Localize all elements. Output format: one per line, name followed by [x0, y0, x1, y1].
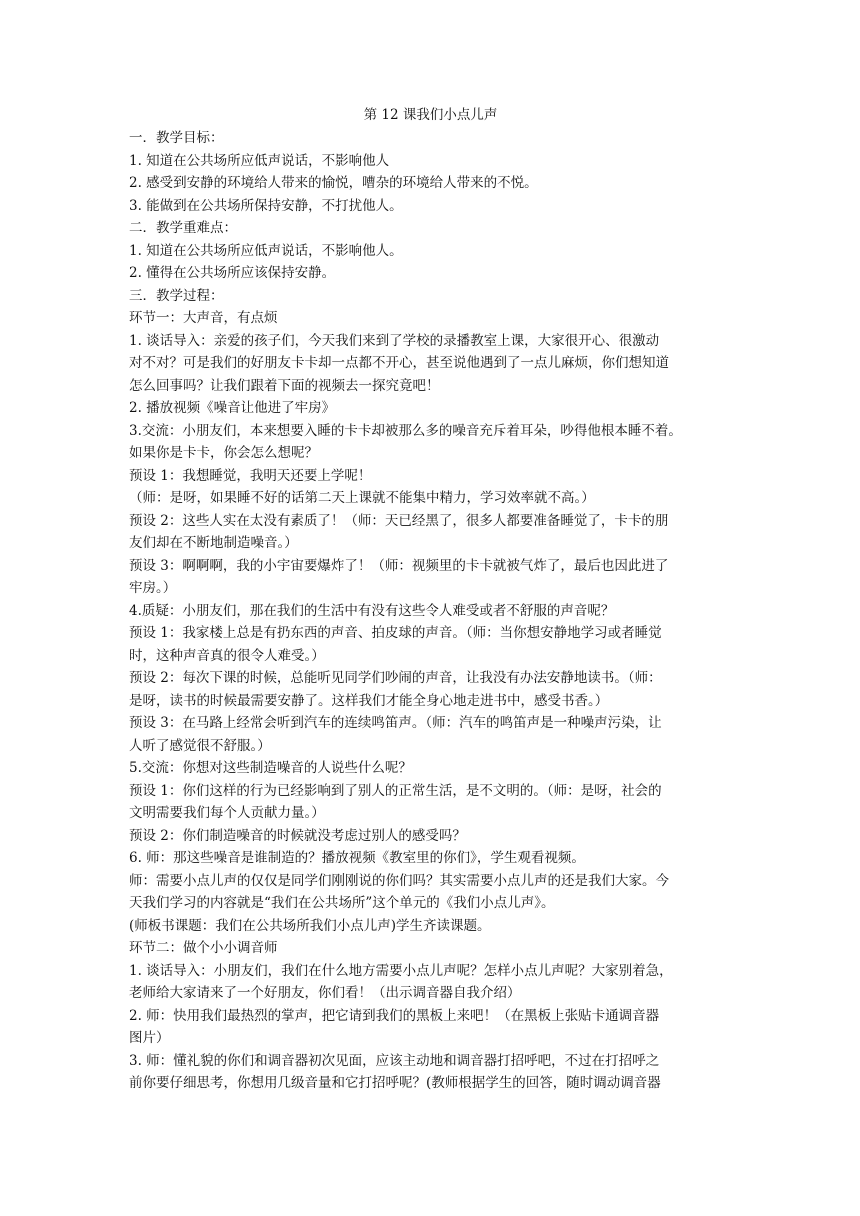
document-title: 第 12 课我们小点儿声 — [363, 107, 498, 123]
text-line: 1. 知道在公共场所应低声说话，不影响他人 — [129, 152, 390, 169]
text-line: （师：是呀，如果睡不好的话第二天上课就不能集中精力，学习效率就不高。） — [129, 490, 595, 506]
text-line: 人听了感觉很不舒服。） — [129, 737, 271, 754]
text-line: 4.质疑：小朋友们，那在我们的生活中有没有这些令人难受或者不舒服的声音呢？ — [129, 602, 615, 619]
text-line: (师板书课题：我们在公共场所我们小点儿声)学生齐读课题。 — [129, 917, 491, 934]
text-line: 预设 1：你们这样的行为已经影响到了别人的正常生活，是不文明的。（师：是呀，社会的 — [129, 782, 662, 799]
document-body — [129, 104, 732, 1095]
text-line: 牢房。） — [129, 580, 177, 596]
text-line: 3. 能做到在公共场所保持安静，不打扰他人。 — [129, 197, 403, 214]
text-line: 预设 1：我家楼上总是有扔东西的声音、拍皮球的声音。（师：当你想安静地学习或者睡觉 — [129, 625, 662, 641]
text-line: 环节二：做个小小调音师 — [129, 940, 278, 956]
text-line: 师：需要小点儿声的仅仅是同学们刚刚说的你们吗？其实需要小点儿声的还是我们大家。今 — [129, 872, 669, 889]
text-line: 2. 师：快用我们最热烈的掌声，把它请到我们的黑板上来吧！（在黑板上张贴卡通调音器 — [129, 1007, 660, 1024]
text-line: 1. 谈话导入：小朋友们，我们在什么地方需要小点儿声呢？怎样小点儿声呢？大家别着急， — [129, 962, 673, 979]
text-line: 二．教学重难点： — [129, 220, 237, 236]
text-line: 1. 知道在公共场所应低声说话，不影响他人。 — [129, 242, 403, 259]
text-line: 预设 3：啊啊啊，我的小宇宙要爆炸了！（师：视频里的卡卡就被气炸了，最后也因此进了 — [129, 557, 669, 574]
text-line: 预设 2：这些人实在太没有素质了！（师：天已经黑了，很多人都要准备睡觉了，卡卡的朋 — [129, 512, 669, 529]
text-line: 2. 感受到安静的环境给人带来的愉悦，嘈杂的环境给人带来的不悦。 — [129, 175, 538, 191]
text-line: 友们却在不断地制造噪音。） — [129, 535, 298, 551]
text-line: 预设 2：每次下课的时候，总能听见同学们吵闹的声音，让我没有办法安静地读书。（师： — [129, 670, 662, 686]
text-line: 是呀，读书的时候最需要安静了。这样我们才能全身心地走进书中，感受书香。） — [129, 692, 609, 709]
text-line: 1. 谈话导入：亲爱的孩子们，今天我们来到了学校的录播教室上课，大家很开心、很激动 — [129, 332, 660, 349]
text-line: 对不对？可是我们的好朋友卡卡却一点都不开心，甚至说他遇到了一点儿麻烦，你们想知道 — [129, 355, 669, 371]
text-line: 环节一：大声音，有点烦 — [129, 310, 278, 326]
text-line: 图片） — [129, 1030, 170, 1046]
text-line: 老师给大家请来了一个好朋友，你们看！（出示调音器自我介绍） — [129, 985, 521, 1001]
text-line: 天我们学习的内容就是“我们在公共场所”这个单元的《我们小点儿声》。 — [129, 895, 555, 911]
text-line: 三．教学过程： — [129, 287, 224, 304]
text-line: 6. 师：那这些噪音是谁制造的？播放视频《教室里的你们》，学生观看视频。 — [129, 850, 585, 866]
text-line: 如果你是卡卡，你会怎么想呢？ — [129, 445, 318, 461]
text-line: 预设 3：在马路上经常会听到汽车的连续鸣笛声。（师：汽车的鸣笛声是一种噪声污染，让 — [129, 715, 662, 731]
text-line: 一．教学目标： — [129, 130, 224, 146]
text-line: 5.交流：你想对这些制造噪音的人说些什么呢？ — [129, 760, 412, 776]
text-line: 预设 2：你们制造噪音的时候就没考虑过别人的感受吗？ — [129, 827, 466, 844]
text-line: 文明需要我们每个人贡献力量。） — [129, 805, 325, 821]
text-line: 3. 师：懂礼貌的你们和调音器初次见面，应该主动地和调音器打招呼吧，不过在打招呼之 — [129, 1052, 660, 1069]
text-line: 2. 懂得在公共场所应该保持安静。 — [129, 265, 336, 281]
text-line: 2. 播放视频《噪音让他进了牢房》 — [129, 400, 336, 416]
text-line: 怎么回事吗？让我们跟着下面的视频去一探究竟吧！ — [129, 377, 440, 394]
text-line: 3.交流：小朋友们，本来想要入睡的卡卡却被那么多的噪音充斥着耳朵，吵得他根本睡不着。 — [129, 422, 682, 439]
text-line: 预设 1：我想睡觉，我明天还要上学呢！ — [129, 467, 372, 484]
text-line: 前你要仔细思考，你想用几级音量和它打招呼呢？(教师根据学生的回答，随时调动调音器 — [129, 1075, 661, 1091]
text-line: 时，这种声音真的很令人难受。） — [129, 647, 325, 664]
document-lines — [129, 127, 732, 1095]
